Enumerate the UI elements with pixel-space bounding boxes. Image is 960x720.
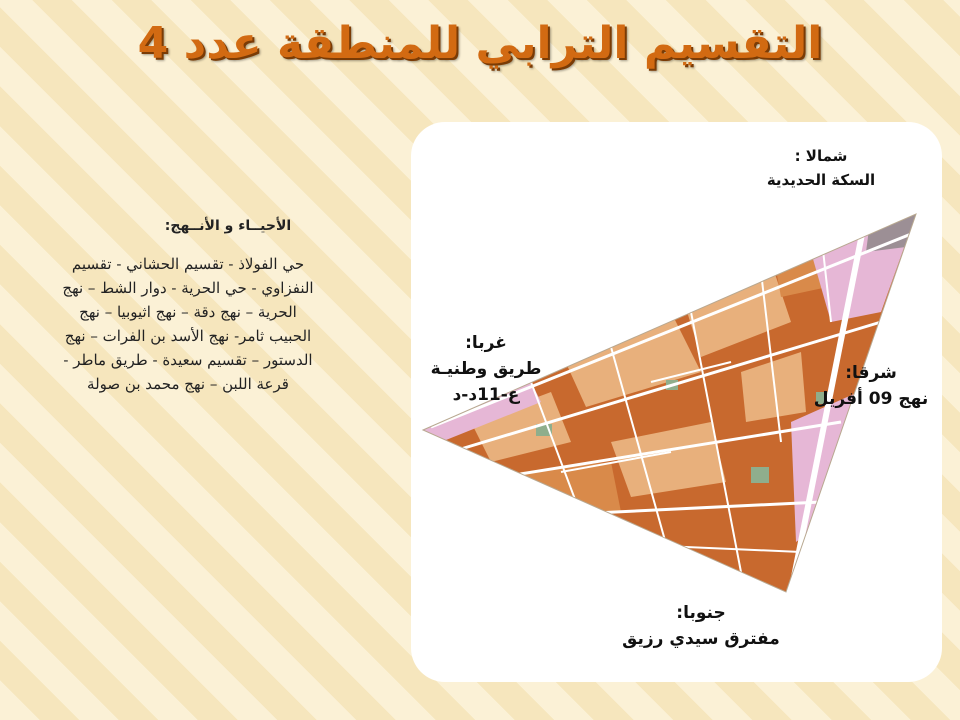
districts-line: قرعة اللبن – نهج محمد بن صولة	[87, 375, 289, 393]
west-label	[416, 330, 556, 408]
west-boundary-name: طريق وطنيـة	[430, 359, 542, 379]
map-card	[411, 122, 942, 682]
districts-list	[18, 252, 358, 396]
districts-text-block	[18, 218, 358, 396]
districts-line: الحبيب ثامر- نهج الأسد بن الفرات – نهج	[64, 327, 312, 345]
south-label	[601, 600, 801, 652]
east-label	[806, 360, 936, 412]
west-direction: غربا:	[465, 333, 507, 353]
north-boundary-name: السكة الحديدية	[766, 171, 876, 189]
north-label	[736, 144, 906, 192]
east-boundary-name: نهج 09 أفريل	[813, 389, 929, 409]
districts-line: الحرية – نهج دقة – نهج اثيوبيا – نهج	[79, 303, 297, 321]
map-green-area	[751, 467, 769, 483]
south-direction: جنوبا:	[676, 603, 726, 623]
districts-line: حي الفولاذ - تقسيم الحشاني - تقسيم	[71, 255, 305, 273]
east-direction: شرقا:	[845, 363, 897, 383]
districts-line: النفزاوي - حي الحرية - دوار الشط – نهج	[62, 279, 314, 297]
districts-heading: الأحيــاء و الأنــهج:	[164, 218, 292, 234]
districts-line: الدستور – تقسيم سعيدة - طريق ماطر -	[63, 351, 313, 369]
north-direction: شمالا :	[794, 147, 848, 165]
slide-title: التقسيم الترابي للمنطقة عدد 4	[137, 18, 823, 69]
south-boundary-name: مفترق سيدي رزيق	[622, 629, 780, 649]
west-boundary-code: ع-11د-د	[452, 385, 520, 405]
